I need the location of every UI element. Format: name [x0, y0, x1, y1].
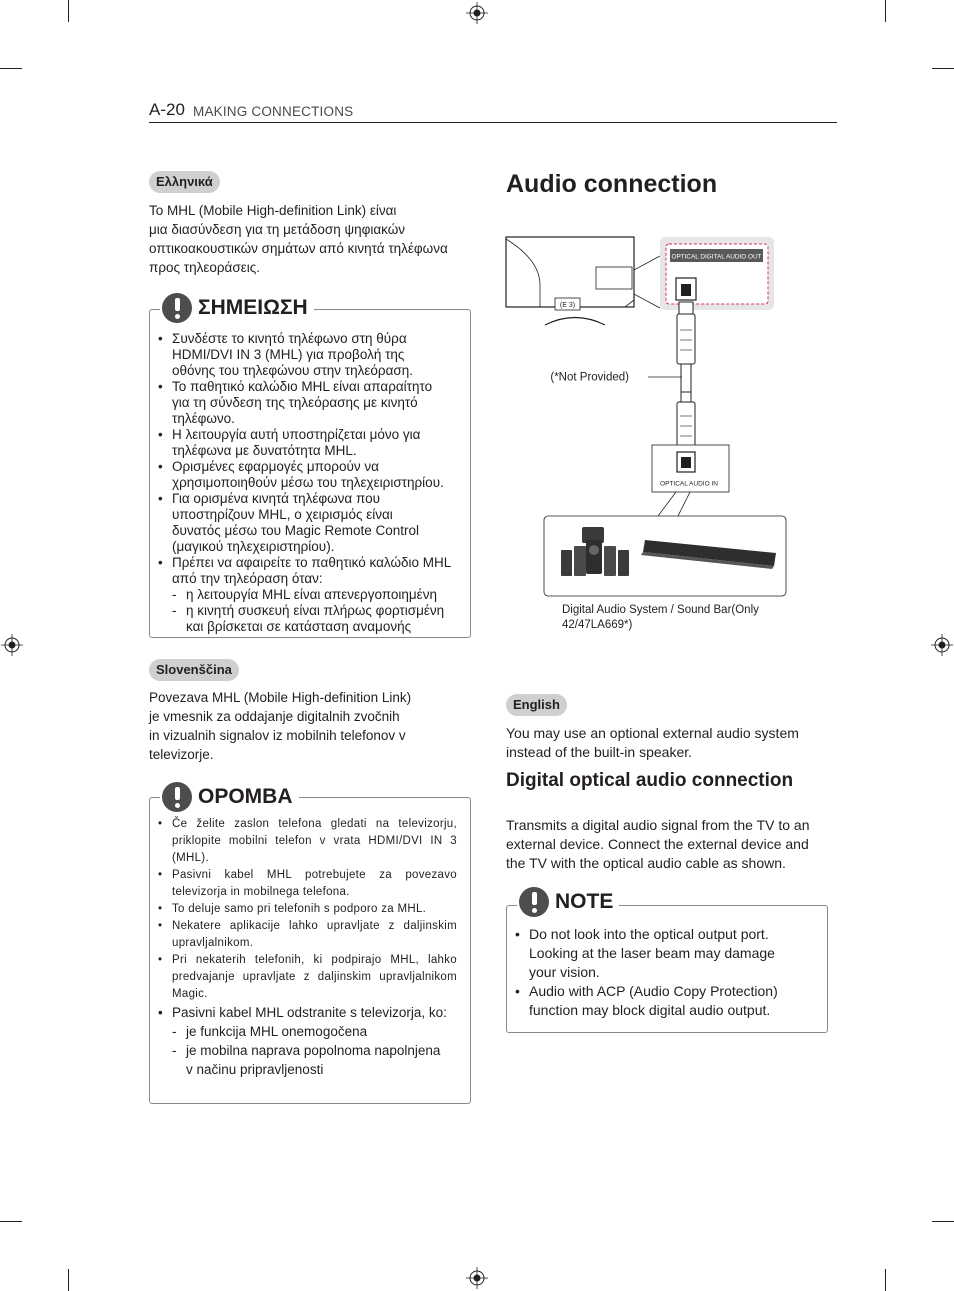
crop-mark	[932, 1221, 954, 1222]
note-line: • To deluje samo pri telefonih s podporo za MHL.	[172, 903, 427, 915]
language-label-slovene: Slovenščina	[149, 659, 239, 681]
crop-mark	[68, 1269, 69, 1291]
note-line: χρησιμοποιηθούν μέσω του τηλεχειριστηρίου.	[172, 475, 444, 490]
crop-mark	[932, 68, 954, 69]
optical-cable	[677, 302, 695, 462]
exclamation-icon	[162, 293, 192, 323]
crop-mark	[0, 1221, 22, 1222]
note-title: NOTE	[555, 890, 614, 913]
text-line: Το MHL (Mobile High-definition Link) είναι	[149, 203, 397, 218]
registration-mark-icon	[466, 2, 488, 24]
section-title: MAKING CONNECTIONS	[193, 104, 354, 119]
optical-out-label: OPTICAL DIGITAL AUDIO OUT	[671, 253, 762, 261]
greek-intro	[149, 201, 479, 277]
note-line: - je funkcija MHL onemogočena	[186, 1024, 368, 1039]
note-item	[150, 427, 465, 459]
note-line: Looking at the laser beam may damage	[529, 945, 775, 961]
text-line: je vmesnik za oddajanje digitalnih zvočnih	[149, 709, 400, 724]
registration-mark-icon	[466, 1267, 488, 1289]
slovene-intro	[149, 688, 479, 764]
text-line: μια διασύνδεση για τη μετάδοση ψηφιακών	[149, 222, 406, 237]
note-line: δυνατός μέσω του Magic Remote Control	[172, 523, 420, 538]
note-line: από την τηλεόραση όταν:	[172, 571, 323, 586]
callout-line	[634, 256, 660, 270]
audio-connection-diagram	[500, 230, 800, 640]
note-item	[150, 491, 465, 555]
note-line: • Do not look into the optical output port.	[529, 926, 769, 942]
crop-mark	[68, 0, 69, 22]
note-subitem	[150, 1041, 457, 1079]
note-line: function may block digital audio output.	[529, 1002, 771, 1018]
text-line: Transmits a digital audio signal from the TV to an	[506, 817, 810, 833]
optical-port-inner	[681, 457, 691, 468]
note-subitem	[150, 603, 465, 635]
note-item	[150, 918, 457, 952]
note-item	[150, 901, 457, 918]
text-line: televizorje.	[149, 747, 214, 762]
optical-port-inner	[681, 284, 691, 296]
note-line: • Ορισμένες εφαρμογές μπορούν να	[172, 459, 379, 474]
note-header-slovene	[160, 777, 299, 817]
note-item	[150, 459, 465, 491]
note-title: OPOMBA	[198, 785, 293, 808]
note-line: v načinu pripravljenosti	[186, 1062, 324, 1077]
note-line: • Pasivni kabel MHL odstranite s televizorja, ko:	[172, 1005, 447, 1020]
crop-mark	[885, 1269, 886, 1291]
note-item	[150, 379, 465, 427]
note-header-greek	[160, 288, 314, 328]
note-line: οθόνης του τηλεφώνου στην τηλεόραση.	[172, 363, 413, 378]
note-line: τηλέφωνο.	[172, 411, 235, 426]
text-line: the TV with the optical audio cable as shown.	[506, 855, 786, 871]
note-line: your vision.	[529, 964, 600, 980]
english-intro	[506, 724, 836, 762]
note-line: τηλέφωνα με δυνατότητα MHL.	[172, 443, 357, 458]
text-line: external device. Connect the external device and	[506, 836, 809, 852]
diagram-caption-line: 42/47LA669*)	[562, 619, 633, 631]
note-line: • Το παθητικό καλώδιο MHL είναι απαραίτητο	[172, 379, 433, 394]
language-label-greek: Ελληνικά	[149, 171, 220, 193]
section-subtitle: Digital optical audio connection	[506, 770, 794, 791]
note-line: HDMI/DVI IN 3 (MHL) για προβολή της	[172, 347, 405, 362]
note-item	[150, 1003, 457, 1022]
note-line: - η κινητή συσκευή είναι πλήρως φορτισμένη	[186, 603, 445, 618]
note-item	[150, 867, 457, 901]
note-line: για τη σύνδεση της τηλεόρασης με κινητό	[172, 395, 418, 410]
callout-line	[678, 492, 690, 516]
note-header-english	[517, 882, 619, 922]
note-line: • Συνδέστε το κινητό τηλέφωνο στη θύρα	[172, 331, 407, 346]
note-line: • Pasivni kabel MHL potrebujete za povezavo televizorja in mobilnega telefona.	[172, 869, 457, 898]
callout-line	[658, 492, 676, 516]
note-list-greek	[150, 331, 465, 635]
note-item	[150, 816, 457, 867]
text-line: προς τηλεοράσεις.	[149, 260, 260, 275]
text-line: in vizualnih signalov iz mobilnih telefonov v	[149, 728, 406, 743]
note-subitem	[150, 1022, 457, 1041]
note-item	[150, 555, 465, 587]
exclamation-icon	[162, 782, 192, 812]
diagram-caption-line: Digital Audio System / Sound Bar(Only	[562, 604, 759, 616]
note-line: • Če želite zaslon telefona gledati na televizorju, priklopite mobilni telefon v vrata HDMI/DVI IN 3 (MHL).	[172, 818, 457, 864]
note-list-english	[507, 925, 807, 1020]
note-line: • Pri nekaterih telefonih, ki podpirajo MHL, lahko predvajanje upravljate z daljinskim upravljalnikom Magic.	[172, 954, 457, 1000]
text-line: You may use an optional external audio system	[506, 725, 799, 741]
text-line: οπτικοακουστικών σημάτων από κινητά τηλέφωνα	[149, 241, 448, 256]
note-line: και βρίσκεται σε κατάσταση αναμονής	[186, 619, 412, 634]
note-item	[507, 925, 807, 982]
page-title: Audio connection	[506, 170, 718, 198]
exclamation-icon	[519, 887, 549, 917]
note-line: • Nekatere aplikacije lahko upravljate z daljinskim upravljalnikom.	[172, 920, 457, 949]
callout-line	[634, 294, 660, 308]
note-title: ΣΗΜΕΙΩΣΗ	[198, 296, 308, 319]
note-list-slovene	[150, 816, 457, 1079]
note-line: • Για ορισμένα κινητά τηλέφωνα που	[172, 491, 380, 506]
language-label-english: English	[506, 694, 567, 716]
english-body	[506, 816, 836, 873]
note-subitem	[150, 587, 465, 603]
crop-mark	[885, 0, 886, 22]
note-line: • Η λειτουργία αυτή υποστηρίζεται μόνο για	[172, 427, 421, 442]
note-line: • Πρέπει να αφαιρείτε το παθητικό καλώδιο MHL	[172, 555, 452, 570]
registration-mark-icon	[1, 634, 23, 656]
note-item	[507, 982, 807, 1020]
tv-illustration	[506, 237, 634, 325]
note-line: (μαγικού τηλεχειριστηρίου).	[172, 539, 335, 554]
note-item	[150, 331, 465, 379]
registration-mark-icon	[931, 634, 953, 656]
tv-port-tag: (E 3)	[559, 302, 576, 309]
page-header	[149, 100, 837, 123]
text-line: instead of the built-in speaker.	[506, 744, 693, 760]
note-line: - η λειτουργία MHL είναι απενεργοποιημένη	[186, 587, 437, 602]
note-item	[150, 952, 457, 1003]
note-line: υποστηρίζουν MHL, ο χειρισμός είναι	[172, 507, 393, 522]
text-line: Povezava MHL (Mobile High-definition Link)	[149, 690, 412, 705]
not-provided-label: (*Not Provided)	[550, 371, 629, 384]
note-line: - je mobilna naprava popolnoma napolnjena	[186, 1043, 441, 1058]
page-number: A-20	[149, 100, 185, 119]
optical-in-label: OPTICAL AUDIO IN	[660, 480, 718, 488]
crop-mark	[0, 68, 22, 69]
note-line: • Audio with ACP (Audio Copy Protection)	[529, 983, 778, 999]
